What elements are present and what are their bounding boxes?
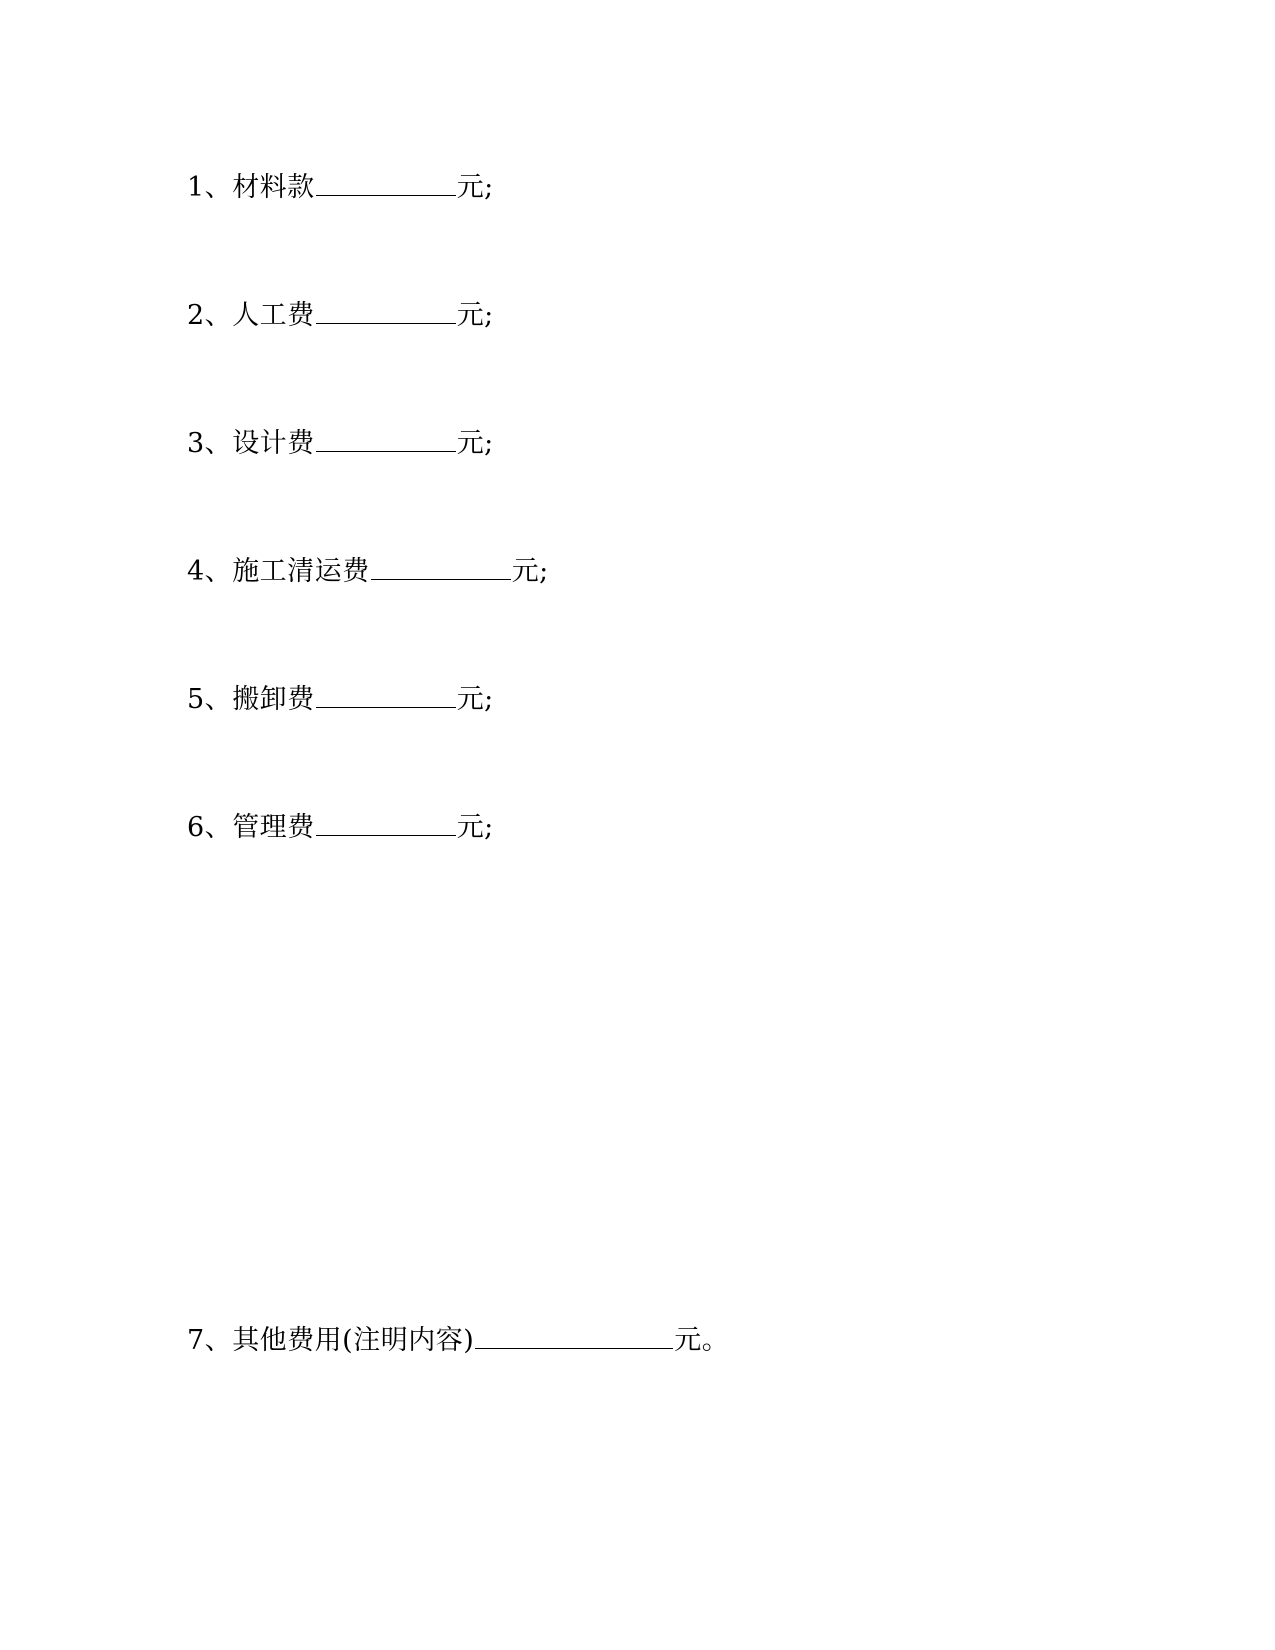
fee-item-handling: [187, 681, 494, 718]
amount-blank[interactable]: [316, 297, 456, 324]
item-label: 材料款: [232, 172, 315, 203]
fee-item-other: [187, 1322, 729, 1359]
fee-item-design: [187, 425, 494, 462]
item-unit: 元。: [674, 1325, 730, 1356]
item-number: 7、: [187, 1325, 233, 1356]
item-label: 人工费: [232, 300, 315, 331]
amount-blank[interactable]: [316, 425, 456, 452]
fee-item-labor: [187, 297, 494, 334]
amount-blank[interactable]: [475, 1322, 673, 1349]
item-label: 设计费: [232, 428, 315, 459]
fee-item-cleanup: [187, 553, 549, 590]
item-unit: 元;: [456, 812, 494, 843]
fee-item-management: [187, 809, 494, 846]
item-number: 2、: [187, 300, 233, 331]
amount-blank[interactable]: [316, 169, 456, 196]
item-unit: 元;: [456, 300, 494, 331]
item-label: 搬卸费: [232, 684, 315, 715]
item-number: 1、: [187, 172, 233, 203]
item-number: 6、: [187, 812, 233, 843]
item-label: 其他费用(注明内容): [232, 1325, 475, 1356]
item-number: 4、: [187, 556, 233, 587]
item-unit: 元;: [456, 172, 494, 203]
item-label: 施工清运费: [232, 556, 370, 587]
amount-blank[interactable]: [316, 809, 456, 836]
item-number: 5、: [187, 684, 233, 715]
fee-item-materials: [187, 169, 494, 206]
item-label: 管理费: [232, 812, 315, 843]
item-number: 3、: [187, 428, 233, 459]
item-unit: 元;: [456, 428, 494, 459]
amount-blank[interactable]: [371, 553, 511, 580]
item-unit: 元;: [456, 684, 494, 715]
amount-blank[interactable]: [316, 681, 456, 708]
item-unit: 元;: [511, 556, 549, 587]
